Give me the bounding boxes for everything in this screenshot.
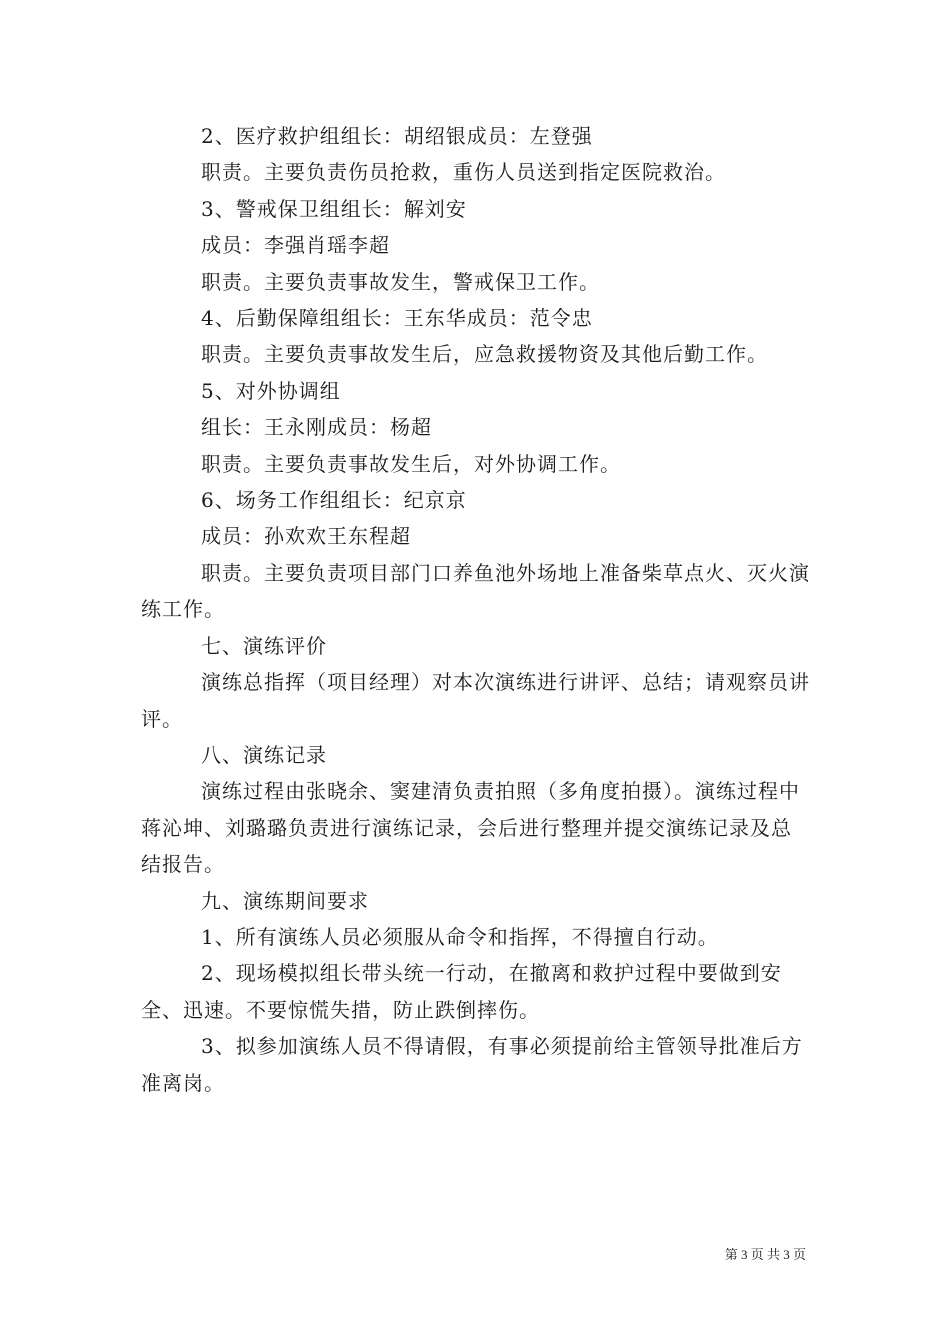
paragraph-coordination-team: 5、对外协调组 [201,378,341,403]
paragraph-field-members: 成员：孙欢欢王东程超 [201,524,411,549]
paragraph-medical-duty: 职责。主要负责伤员抢救，重伤人员送到指定医院救治。 [201,160,726,185]
paragraph-logistics-duty: 职责。主要负责事故发生后，应急救援物资及其他后勤工作。 [201,342,768,367]
paragraph-requirement-1: 1、所有演练人员必须服从命令和指挥，不得擅自行动。 [201,924,719,949]
paragraph-field-duty: 职责。主要负责项目部门口养鱼池外场地上准备柴草点火、灭火演练工作。 [141,560,810,622]
paragraph-requirement-2: 2、现场模拟组长带头统一行动，在撤离和救护过程中要做到安全、迅速。不要惊慌失措，防止跌倒摔伤。 [141,961,782,1022]
paragraph-medical-team: 2、医疗救护组组长：胡绍银成员：左登强 [201,124,593,148]
paragraph-security-members: 成员：李强肖瑶李超 [201,233,390,258]
paragraph-record: 演练过程由张晓余、窦建清负责拍照（多角度拍摄）。演练过程中蒋沁坤、刘璐璐负责进行演练记录，会后进行整理并提交演练记录及总结报告。 [141,779,800,877]
page-number: 第 3 页 共 3 页 [724,1247,806,1262]
paragraph-requirement-3: 3、拟参加演练人员不得请假，有事必须提前给主管领导批准后方准离岗。 [141,1034,803,1095]
section-heading-evaluation: 七、演练评价 [201,633,327,658]
section-heading-requirements: 九、演练期间要求 [201,888,369,913]
paragraph-logistics-team: 4、后勤保障组组长：王东华成员：范令忠 [201,306,593,331]
paragraph-coordination-duty: 职责。主要负责事故发生后，对外协调工作。 [201,451,621,476]
paragraph-security-team: 3、警戒保卫组组长：解刘安 [201,196,467,221]
section-heading-record: 八、演练记录 [201,742,327,767]
paragraph-evaluation: 演练总指挥（项目经理）对本次演练进行讲评、总结；请观察员讲评。 [141,670,810,731]
paragraph-field-team: 6、场务工作组组长：纪京京 [201,488,467,513]
paragraph-coordination-members: 组长：王永刚成员：杨超 [201,415,432,440]
paragraph-security-duty: 职责。主要负责事故发生，警戒保卫工作。 [201,269,600,294]
document-body [141,118,811,1101]
